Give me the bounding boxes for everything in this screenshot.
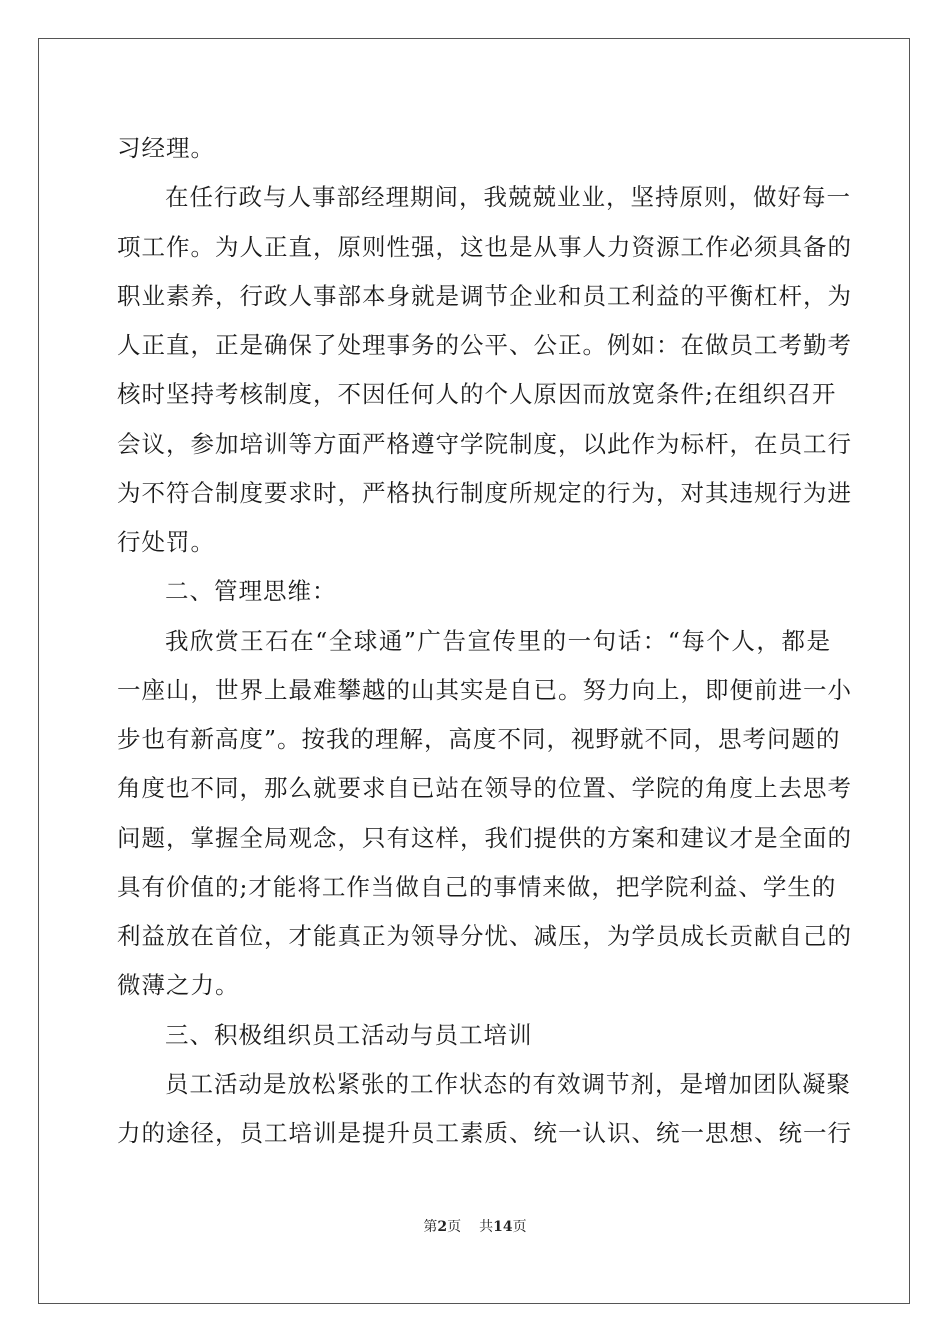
paragraph-line: 问题，掌握全局观念，只有这样，我们提供的方案和建议才是全面的 <box>117 823 852 852</box>
section-heading: 二、管理思维： <box>165 577 337 606</box>
paragraph-line: 为不符合制度要求时，严格执行制度所规定的行为，对其违规行为进 <box>117 478 852 507</box>
paragraph-line: 步也有新高度”。按我的理解，高度不同，视野就不同，思考问题的 <box>117 725 841 753</box>
paragraph-line: 具有价值的;才能将工作当做自己的事情来做，把学院利益、学生的 <box>117 872 837 901</box>
footer-prefix: 第 <box>423 1219 438 1235</box>
paragraph-line: 职业素养，行政人事部本身就是调节企业和员工利益的平衡杠杆，为 <box>117 281 852 310</box>
paragraph-line: 角度也不同，那么就要求自已站在领导的位置、学院的角度上去思考 <box>117 774 852 803</box>
paragraph-line: 力的途径，员工培训是提升员工素质、统一认识、统一思想、统一行 <box>117 1119 852 1147</box>
footer-total-prefix: 共 <box>479 1219 494 1235</box>
paragraph-line: 人正直，正是确保了处理事务的公平、公正。例如：在做员工考勤考 <box>117 331 852 359</box>
footer-total-unit: 页 <box>512 1219 527 1235</box>
total-page-number: 14 <box>493 1219 513 1235</box>
paragraph-line: 员工活动是放松紧张的工作状态的有效调节剂，是增加团队凝聚 <box>165 1069 851 1098</box>
paragraph-line: 利益放在首位，才能真正为领导分忧、减压，为学员成长贡献自己的 <box>117 922 852 950</box>
document-body <box>117 124 852 1158</box>
paragraph-line: 我欣赏王石在“全球通”广告宣传里的一句话：“每个人，都是 <box>165 626 831 655</box>
paragraph-line: 在任行政与人事部经理期间，我兢兢业业，坚持原则，做好每一 <box>165 183 851 212</box>
paragraph-line: 习经理。 <box>117 134 215 162</box>
paragraph-line: 行处罚。 <box>117 528 215 556</box>
paragraph-line: 核时坚持考核制度，不因任何人的个人原因而放宽条件;在组织召开 <box>117 380 837 409</box>
current-page-number: 2 <box>437 1219 448 1235</box>
footer-page-unit: 页 <box>447 1219 462 1235</box>
section-heading: 三、积极组织员工活动与员工培训 <box>165 1020 533 1049</box>
paragraph-line: 一座山，世界上最难攀越的山其实是自已。努力向上，即便前进一小 <box>117 675 852 704</box>
paragraph-line: 微薄之力。 <box>117 971 240 1000</box>
paragraph-line: 项工作。为人正直，原则性强，这也是从事人力资源工作必须具备的 <box>117 232 852 261</box>
paragraph-line: 会议，参加培训等方面严格遵守学院制度，以此作为标杆，在员工行 <box>117 429 852 458</box>
page-footer <box>0 1216 950 1236</box>
